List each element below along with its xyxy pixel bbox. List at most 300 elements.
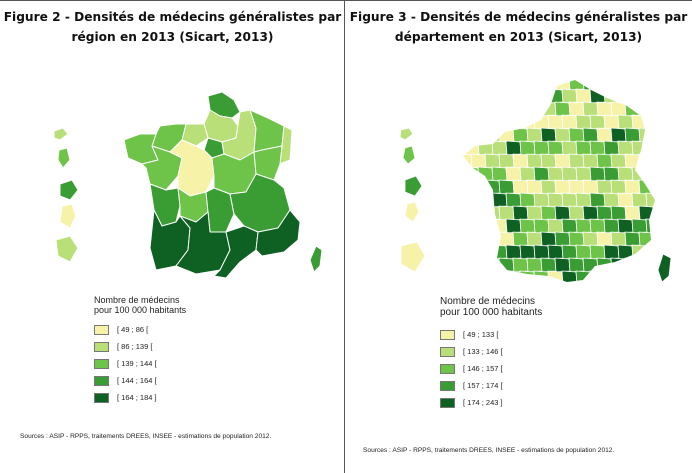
legend-swatch bbox=[440, 364, 455, 374]
department-cell bbox=[457, 76, 472, 90]
department-cell bbox=[576, 115, 591, 129]
department-cell bbox=[548, 219, 563, 233]
legend-title-line2: pour 100 000 habitants bbox=[94, 305, 187, 315]
department-cell bbox=[485, 180, 500, 194]
department-cell bbox=[583, 102, 598, 116]
legend-swatch bbox=[94, 325, 109, 335]
department-cell bbox=[541, 206, 556, 220]
department-cell bbox=[520, 271, 535, 285]
department-cell bbox=[569, 206, 584, 220]
department-cell bbox=[653, 180, 668, 194]
department-cell bbox=[527, 76, 542, 90]
figure-3-source: Sources : ASIP - RPPS, traitements DREES, INSEE - estimations de population 2012. bbox=[363, 447, 615, 454]
department-cell bbox=[555, 206, 570, 220]
department-cell bbox=[590, 89, 605, 103]
department-cell bbox=[604, 245, 619, 259]
department-cell bbox=[569, 76, 584, 90]
department-cell bbox=[506, 115, 521, 129]
legend-item-label: [ 49 ; 86 [ bbox=[117, 325, 149, 334]
department-cell bbox=[464, 193, 479, 207]
department-cell bbox=[611, 154, 626, 168]
legend-item-label: [ 139 ; 144 [ bbox=[117, 359, 157, 368]
department-cell bbox=[485, 232, 500, 246]
department-cell bbox=[583, 128, 598, 142]
department-cell bbox=[646, 141, 661, 155]
department-cell bbox=[590, 271, 605, 285]
department-cell bbox=[548, 141, 563, 155]
department-cell bbox=[576, 89, 591, 103]
department-cell bbox=[506, 193, 521, 207]
department-reunion bbox=[405, 176, 422, 196]
department-cell bbox=[653, 284, 668, 290]
legend-item bbox=[94, 389, 186, 406]
figure-3-title bbox=[345, 7, 692, 47]
department-cell bbox=[604, 193, 619, 207]
department-cell bbox=[527, 154, 542, 168]
department-cell bbox=[646, 245, 661, 259]
department-cell bbox=[576, 271, 591, 285]
department-cell bbox=[611, 128, 626, 142]
legend-item-label: [ 174 ; 243 ] bbox=[463, 398, 503, 407]
department-cell bbox=[590, 167, 605, 181]
department-cell bbox=[499, 258, 514, 272]
department-cell bbox=[548, 89, 563, 103]
department-cell bbox=[625, 102, 640, 116]
department-cell bbox=[618, 245, 633, 259]
department-cell bbox=[520, 193, 535, 207]
department-cell bbox=[653, 206, 668, 220]
region-guyane bbox=[60, 204, 76, 228]
department-cell bbox=[520, 167, 535, 181]
department-cell bbox=[541, 258, 556, 272]
department-cell bbox=[478, 245, 493, 259]
department-cell bbox=[590, 193, 605, 207]
department-mayotte bbox=[401, 242, 425, 272]
department-cell bbox=[604, 219, 619, 233]
legend-item bbox=[94, 355, 186, 372]
department-cell bbox=[583, 154, 598, 168]
department-cell bbox=[604, 141, 619, 155]
department-cell bbox=[485, 76, 500, 90]
figure-2-panel bbox=[0, 0, 345, 473]
department-cell bbox=[590, 141, 605, 155]
department-cell bbox=[499, 102, 514, 116]
department-cell bbox=[625, 232, 640, 246]
department-cell bbox=[569, 258, 584, 272]
department-cell bbox=[527, 284, 542, 290]
department-cell bbox=[618, 115, 633, 129]
department-cell bbox=[471, 284, 486, 290]
department-cell bbox=[597, 128, 612, 142]
department-cell bbox=[534, 219, 549, 233]
department-cell bbox=[548, 245, 563, 259]
department-cell bbox=[604, 271, 619, 285]
department-cell bbox=[464, 219, 479, 233]
legend-item bbox=[94, 321, 186, 338]
department-cell bbox=[534, 193, 549, 207]
department-cell bbox=[632, 271, 647, 285]
department-cell bbox=[478, 89, 493, 103]
department-cell bbox=[492, 271, 507, 285]
department-cell bbox=[569, 128, 584, 142]
department-cell bbox=[618, 219, 633, 233]
department-cell bbox=[562, 141, 577, 155]
department-cell bbox=[506, 141, 521, 155]
department-guadeloupe bbox=[400, 128, 413, 140]
department-cell bbox=[611, 206, 626, 220]
department-cell bbox=[632, 245, 647, 259]
department-cell bbox=[639, 258, 654, 272]
figure-3-legend bbox=[440, 296, 542, 411]
department-cell bbox=[464, 271, 479, 285]
department-cell bbox=[499, 180, 514, 194]
department-cell bbox=[513, 258, 528, 272]
legend-title-line2: pour 100 000 habitants bbox=[440, 307, 543, 318]
department-cell bbox=[464, 115, 479, 129]
department-cell bbox=[513, 76, 528, 90]
department-cell bbox=[471, 128, 486, 142]
department-cell bbox=[478, 115, 493, 129]
department-cell bbox=[471, 206, 486, 220]
department-cell bbox=[527, 102, 542, 116]
legend-swatch bbox=[94, 393, 109, 403]
department-cell bbox=[548, 115, 563, 129]
department-cell bbox=[548, 193, 563, 207]
department-cell bbox=[534, 141, 549, 155]
department-corse bbox=[658, 254, 671, 282]
department-cell bbox=[604, 115, 619, 129]
department-cell bbox=[562, 89, 577, 103]
department-cell bbox=[576, 193, 591, 207]
department-cell bbox=[576, 219, 591, 233]
department-cell bbox=[478, 193, 493, 207]
department-cell bbox=[513, 206, 528, 220]
legend-swatch bbox=[94, 376, 109, 386]
department-cell bbox=[457, 258, 472, 272]
department-cell bbox=[562, 115, 577, 129]
department-cell bbox=[457, 284, 472, 290]
department-cell bbox=[534, 89, 549, 103]
department-cell bbox=[471, 180, 486, 194]
department-cell bbox=[611, 102, 626, 116]
department-cell bbox=[520, 219, 535, 233]
legend-swatch bbox=[440, 347, 455, 357]
department-cell bbox=[492, 141, 507, 155]
legend-swatch bbox=[94, 359, 109, 369]
department-cell bbox=[625, 154, 640, 168]
department-cell bbox=[569, 180, 584, 194]
department-cell bbox=[499, 154, 514, 168]
department-cell bbox=[632, 167, 647, 181]
department-cell bbox=[583, 180, 598, 194]
department-cell bbox=[562, 219, 577, 233]
department-cell bbox=[555, 102, 570, 116]
department-cell bbox=[660, 167, 675, 181]
department-cell bbox=[534, 167, 549, 181]
department-cell bbox=[492, 89, 507, 103]
department-cell bbox=[471, 76, 486, 90]
department-cell bbox=[471, 102, 486, 116]
department-cell bbox=[639, 232, 654, 246]
department-cell bbox=[541, 284, 556, 290]
department-cell bbox=[632, 89, 647, 103]
department-cell bbox=[555, 180, 570, 194]
department-cell bbox=[513, 154, 528, 168]
department-cell bbox=[541, 102, 556, 116]
legend-swatch bbox=[94, 342, 109, 352]
legend-title-line1: Nombre de médecins bbox=[440, 296, 536, 307]
department-cell bbox=[513, 128, 528, 142]
department-cell bbox=[618, 271, 633, 285]
legend-item bbox=[440, 394, 542, 411]
legend-item bbox=[440, 377, 542, 394]
department-cell bbox=[653, 76, 668, 90]
figure-2-title-line1: Figure 2 - Densités de médecins généralistes par bbox=[3, 10, 342, 24]
department-cell bbox=[660, 141, 675, 155]
department-cell bbox=[562, 245, 577, 259]
department-cell bbox=[541, 128, 556, 142]
department-cell bbox=[485, 154, 500, 168]
department-cell bbox=[583, 232, 598, 246]
department-cell bbox=[646, 167, 661, 181]
department-cell bbox=[597, 102, 612, 116]
department-cell bbox=[660, 193, 675, 207]
department-cell bbox=[625, 258, 640, 272]
region-guadeloupe bbox=[54, 128, 68, 140]
legend-item-label: [ 164 ; 184 ] bbox=[117, 393, 157, 402]
department-cell bbox=[534, 271, 549, 285]
department-cell bbox=[597, 232, 612, 246]
department-cell bbox=[555, 284, 570, 290]
legend-item bbox=[94, 338, 186, 355]
department-cell bbox=[555, 128, 570, 142]
department-cell bbox=[632, 115, 647, 129]
department-cell bbox=[625, 284, 640, 290]
legend-item bbox=[440, 360, 542, 377]
department-cell bbox=[590, 245, 605, 259]
legend-title-line1: Nombre de médecins bbox=[94, 295, 180, 305]
department-cell bbox=[485, 206, 500, 220]
department-cell bbox=[646, 193, 661, 207]
region-map bbox=[0, 80, 345, 290]
department-cell bbox=[499, 76, 514, 90]
department-cell bbox=[625, 180, 640, 194]
department-cell bbox=[464, 89, 479, 103]
figure-2-source: Sources : ASIP - RPPS, traitements DREES, INSEE - estimations de population 2012. bbox=[20, 433, 272, 440]
department-cell bbox=[625, 76, 640, 90]
department-cell bbox=[478, 141, 493, 155]
department-cell bbox=[660, 219, 675, 233]
department-cell bbox=[555, 154, 570, 168]
department-cell bbox=[506, 167, 521, 181]
department-cell bbox=[618, 193, 633, 207]
department-cell bbox=[499, 232, 514, 246]
legend-item-label: [ 157 ; 174 [ bbox=[463, 381, 503, 390]
region-mayotte bbox=[56, 236, 78, 262]
department-cell bbox=[527, 180, 542, 194]
department-cell bbox=[513, 102, 528, 116]
department-cell bbox=[590, 115, 605, 129]
department-cell bbox=[569, 154, 584, 168]
legend-swatch bbox=[440, 330, 455, 340]
department-cell bbox=[520, 141, 535, 155]
department-cell bbox=[632, 193, 647, 207]
department-cell bbox=[527, 232, 542, 246]
department-cell bbox=[653, 232, 668, 246]
department-cell bbox=[485, 128, 500, 142]
department-cell bbox=[597, 284, 612, 290]
legend-swatch bbox=[440, 381, 455, 391]
figure-2-legend bbox=[94, 295, 186, 406]
department-cell bbox=[464, 141, 479, 155]
department-cell bbox=[555, 258, 570, 272]
department-cell bbox=[653, 154, 668, 168]
department-cell bbox=[597, 154, 612, 168]
department-cell bbox=[639, 154, 654, 168]
legend-item-label: [ 144 ; 164 [ bbox=[117, 376, 157, 385]
department-cell bbox=[639, 206, 654, 220]
department-cell bbox=[632, 219, 647, 233]
department-cell bbox=[541, 180, 556, 194]
department-cell bbox=[653, 128, 668, 142]
department-cell bbox=[478, 219, 493, 233]
department-cell bbox=[611, 232, 626, 246]
figure-2-title bbox=[0, 7, 345, 47]
department-cell bbox=[611, 284, 626, 290]
department-cell bbox=[527, 258, 542, 272]
department-cell bbox=[457, 128, 472, 142]
department-cell bbox=[492, 245, 507, 259]
department-cell bbox=[471, 232, 486, 246]
department-cell bbox=[618, 89, 633, 103]
department-martinique bbox=[403, 146, 415, 164]
department-cell bbox=[513, 232, 528, 246]
department-cell bbox=[646, 219, 661, 233]
legend-swatch bbox=[440, 398, 455, 408]
department-cell bbox=[576, 141, 591, 155]
department-cell bbox=[513, 284, 528, 290]
region-reunion bbox=[60, 180, 78, 200]
department-cell bbox=[457, 180, 472, 194]
department-cell bbox=[478, 167, 493, 181]
department-cell bbox=[639, 128, 654, 142]
figure-3-title-line1: Figure 3 - Densités de médecins généralistes par bbox=[349, 10, 688, 24]
department-cell bbox=[548, 167, 563, 181]
department-cell bbox=[464, 167, 479, 181]
legend-item-label: [ 146 ; 157 [ bbox=[463, 364, 503, 373]
department-cell bbox=[597, 76, 612, 90]
department-cell bbox=[639, 76, 654, 90]
department-cell bbox=[611, 76, 626, 90]
department-cell bbox=[541, 76, 556, 90]
department-cell bbox=[506, 89, 521, 103]
department-cell bbox=[520, 89, 535, 103]
department-cell bbox=[534, 245, 549, 259]
department-cell bbox=[485, 258, 500, 272]
department-cell bbox=[457, 206, 472, 220]
department-cell bbox=[583, 206, 598, 220]
department-cell bbox=[583, 258, 598, 272]
department-cell bbox=[527, 206, 542, 220]
department-cell bbox=[590, 219, 605, 233]
department-cell bbox=[639, 284, 654, 290]
department-cell bbox=[562, 271, 577, 285]
department-cell bbox=[639, 180, 654, 194]
department-cell bbox=[520, 245, 535, 259]
department-cell bbox=[499, 206, 514, 220]
department-cell bbox=[576, 245, 591, 259]
figure-2-title-line2: région en 2013 (Sicart, 2013) bbox=[71, 30, 274, 44]
department-cell bbox=[611, 258, 626, 272]
department-cell bbox=[492, 167, 507, 181]
department-cell bbox=[492, 115, 507, 129]
department-cell bbox=[604, 167, 619, 181]
department-cell bbox=[632, 141, 647, 155]
department-cell bbox=[534, 115, 549, 129]
department-cell bbox=[569, 102, 584, 116]
department-cell bbox=[471, 154, 486, 168]
department-cell bbox=[457, 154, 472, 168]
department-cell bbox=[541, 154, 556, 168]
department-cell bbox=[555, 76, 570, 90]
figure-3-title-line2: département en 2013 (Sicart, 2013) bbox=[394, 30, 643, 44]
region-corse bbox=[310, 246, 322, 272]
legend-item-label: [ 133 ; 146 [ bbox=[463, 347, 503, 356]
department-cell bbox=[513, 180, 528, 194]
department-cell bbox=[506, 219, 521, 233]
department-cell bbox=[625, 206, 640, 220]
department-cell bbox=[562, 167, 577, 181]
department-cell bbox=[457, 102, 472, 116]
legend-item bbox=[440, 326, 542, 343]
department-cell bbox=[646, 115, 661, 129]
department-cell bbox=[506, 271, 521, 285]
department-cell bbox=[597, 206, 612, 220]
department-cell bbox=[499, 284, 514, 290]
department-cell bbox=[506, 245, 521, 259]
legend-item bbox=[94, 372, 186, 389]
legend-item-label: [ 86 ; 139 [ bbox=[117, 342, 153, 351]
department-cell bbox=[653, 102, 668, 116]
department-cell bbox=[499, 128, 514, 142]
department-cell bbox=[639, 102, 654, 116]
department-cell bbox=[611, 180, 626, 194]
department-cell bbox=[618, 167, 633, 181]
department-cell bbox=[520, 115, 535, 129]
department-cell bbox=[618, 141, 633, 155]
department-cell bbox=[478, 271, 493, 285]
department-cell bbox=[604, 89, 619, 103]
department-cell bbox=[485, 284, 500, 290]
department-cell bbox=[562, 193, 577, 207]
figure-3-panel bbox=[345, 0, 692, 473]
department-cell bbox=[492, 219, 507, 233]
department-cell bbox=[569, 232, 584, 246]
department-cell bbox=[485, 102, 500, 116]
department-cell bbox=[527, 128, 542, 142]
department-cell bbox=[646, 89, 661, 103]
legend-item-label: [ 49 ; 133 [ bbox=[463, 330, 499, 339]
department-cell bbox=[541, 232, 556, 246]
department-cell bbox=[625, 128, 640, 142]
department-cell bbox=[548, 271, 563, 285]
department-map bbox=[345, 70, 692, 290]
department-cell bbox=[569, 284, 584, 290]
department-cell bbox=[583, 76, 598, 90]
department-cell bbox=[471, 258, 486, 272]
department-cell bbox=[660, 115, 675, 129]
department-cell bbox=[555, 232, 570, 246]
